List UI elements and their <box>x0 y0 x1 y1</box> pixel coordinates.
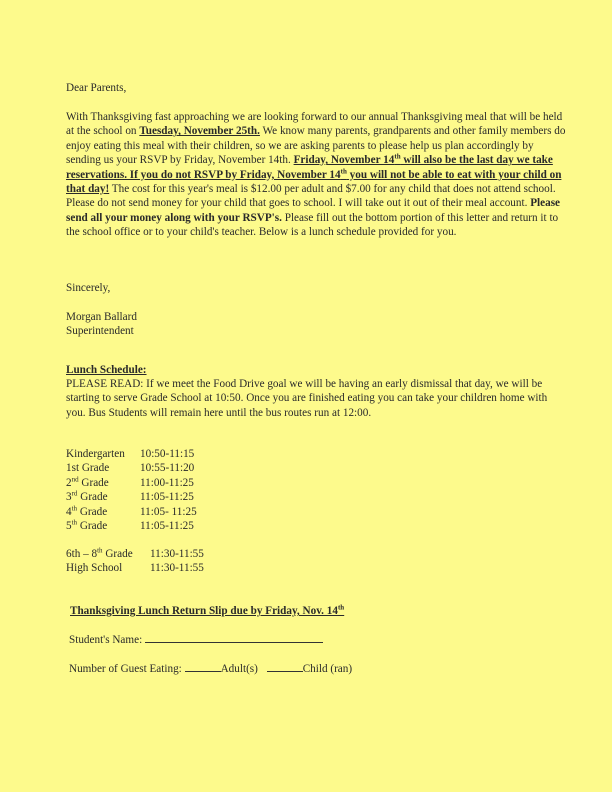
body-paragraph <box>66 110 566 240</box>
guest-count-label: Number of Guest Eating: <box>69 663 182 675</box>
grade-label: 5th Grade <box>66 518 108 533</box>
table-row <box>66 490 197 504</box>
time-range: 11:30-11:55 <box>150 562 204 575</box>
p1-text-d: The cost for this year's meal is $12.00 per adult and $7.00 for any child that does not attend school. Please do not send money for your child that goes to school. I will take out it out of their meal account. <box>66 183 556 210</box>
signer-title: Superintendent <box>66 325 134 337</box>
grade-label: 6th – 8th Grade <box>66 546 133 560</box>
slip-title: Thanksgiving Lunch Return Slip due by Friday, Nov. 14th <box>70 603 345 617</box>
table-row <box>66 561 204 575</box>
adult-count-field[interactable] <box>185 661 221 672</box>
time-range: 11:00-11:25 <box>140 476 194 489</box>
grade-label: 2nd Grade <box>66 475 109 489</box>
time-range: 11:30-11:55 <box>150 548 204 560</box>
schedule-table <box>66 447 197 533</box>
closing: Sincerely, <box>66 282 111 294</box>
child-count-field[interactable] <box>267 661 303 672</box>
deadline-notice: Friday, November 14th will also be the last day we take reservations. If you do not RSVP by Friday, November 14th you will not be able to eat with your child on that day! <box>66 152 562 196</box>
upper-schedule-table <box>66 547 204 576</box>
guest-count-row <box>69 661 569 676</box>
time-range: 11:05- 11:25 <box>140 505 197 518</box>
time-range: 11:05-11:25 <box>140 491 194 504</box>
child-label: Child (ran) <box>302 663 353 675</box>
student-name-label: Student's Name: <box>69 634 143 646</box>
grade-label: 1st Grade <box>66 462 110 475</box>
student-name-row <box>69 632 569 647</box>
signer-name: Morgan Ballard <box>66 311 137 323</box>
table-row <box>66 547 204 561</box>
student-name-field[interactable] <box>145 632 323 643</box>
adult-label: Adult(s) <box>220 663 258 675</box>
grade-label: Kindergarten <box>66 448 125 460</box>
table-row <box>66 519 197 533</box>
time-range: 11:05-11:25 <box>140 520 194 533</box>
p1-text-b: We know many parents, grandparents and other family members do enjoy eating this meal with their children, so we are asking parents to please help us plan accordingly by sending us your RSVP by Friday, November 14th. <box>66 125 566 167</box>
grade-label: 3rd Grade <box>66 489 108 504</box>
schedule-heading: Lunch Schedule: <box>66 364 147 376</box>
table-row <box>66 447 197 461</box>
table-row <box>66 505 197 519</box>
time-range: 10:50-11:15 <box>140 448 195 460</box>
payment-notice: Please send all your money along with your RSVP's. <box>66 197 561 224</box>
p1-text-f: Please fill out the bottom portion of this letter and return it to the school office or to your child's teacher. Below is a lunch schedule provided for you. <box>66 211 559 239</box>
schedule-note: PLEASE READ: If we meet the Food Drive goal we will be having an early dismissal that day, we will be starting to serve Grade School at 10:50. Once you are finished eating you can take your children home with you. Bus Students will remain here until the bus routes run at 12:00. <box>66 378 548 419</box>
table-row <box>66 461 197 475</box>
table-row <box>66 476 197 490</box>
salutation: Dear Parents, <box>66 82 127 94</box>
p1-text-a: With Thanksgiving fast approaching we are looking forward to our annual Thanksgiving meal that will be held at the school on <box>66 111 563 138</box>
time-range: 10:55-11:20 <box>140 462 195 475</box>
grade-label: High School <box>66 562 123 575</box>
meal-date: Tuesday, November 25th. <box>139 125 260 138</box>
grade-label: 4th Grade <box>66 503 108 518</box>
